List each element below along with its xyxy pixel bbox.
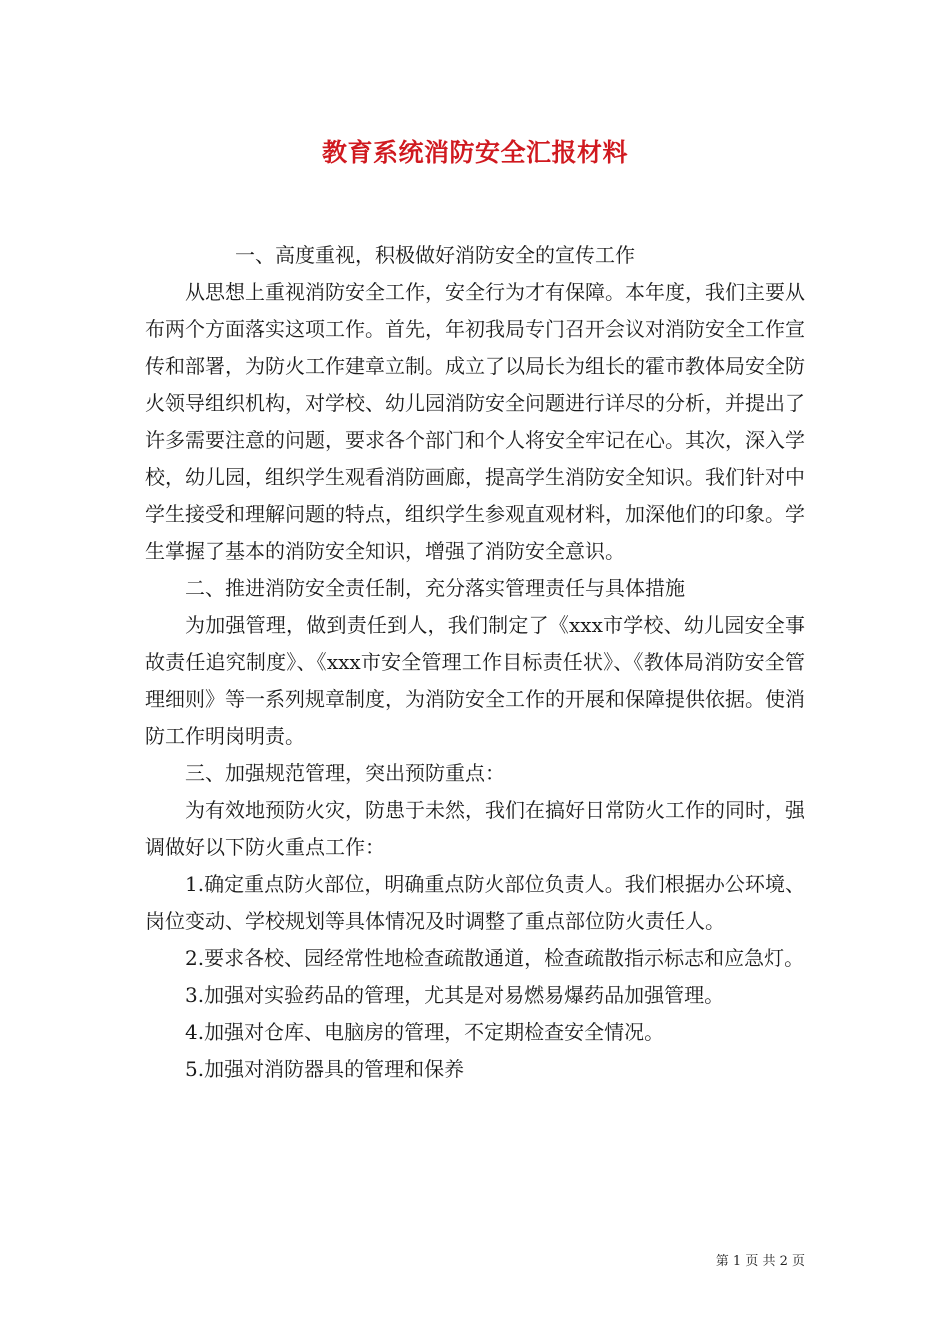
list-item-4: 4.加强对仓库、电脑房的管理，不定期检查安全情况。 [185, 1020, 665, 1044]
section-heading-1: 一、高度重视，积极做好消防安全的宣传工作 [235, 243, 635, 267]
list-item-1: 1.确定重点防火部位，明确重点防火部位负责人。我们根据办公环境、岗位变动、学校规划等具体情况及时调整了重点部位防火责任人。 [145, 872, 805, 933]
list-item-3: 3.加强对实验药品的管理，尤其是对易燃易爆药品加强管理。 [185, 983, 725, 1007]
paragraph-awareness: 从思想上重视消防安全工作，安全行为才有保障。本年度，我们主要从布两个方面落实这项工作。首先，年初我局专门召开会议对消防安全工作宣传和部署，为防火工作建章立制。成立了以局长为组长的霍市教体局安全防火领导组织机构，对学校、幼儿园消防安全问题进行详尽的分析，并提出了许多需要注意的问题，要求各个部门和个人将安全牢记在心。其次，深入学校，幼儿园，组织学生观看消防画廊，提高学生消防安全知识。我们针对中学生接受和理解问题的特点，组织学生参观直观材料，加深他们的印象。学生掌握了基本的消防安全知识，增强了消防安全意识。 [145, 280, 805, 563]
paragraph-prevention-intro: 为有效地预防火灾，防患于未然，我们在搞好日常防火工作的同时，强调做好以下防火重点工作： [145, 798, 805, 859]
section-heading-3: 三、加强规范管理，突出预防重点： [185, 761, 505, 785]
page-number: 第 1 页 共 2 页 [715, 1254, 805, 1269]
page-title: 教育系统消防安全汇报材料 [321, 138, 628, 167]
document-body [145, 237, 805, 1088]
section-heading-2: 二、推进消防安全责任制，充分落实管理责任与具体措施 [185, 576, 685, 600]
list-item-2: 2.要求各校、园经常性地检查疏散通道，检查疏散指示标志和应急灯。 [185, 946, 805, 970]
paragraph-responsibility: 为加强管理，做到责任到人，我们制定了《xxx市学校、幼儿园安全事故责任追究制度》、《xxx市安全管理工作目标责任状》、《教体局消防安全管理细则》等一系列规章制度，为消防安全工作的开展和保障提供依据。使消防工作明岗明责。 [145, 613, 805, 748]
list-item-5: 5.加强对消防器具的管理和保养 [185, 1057, 465, 1081]
